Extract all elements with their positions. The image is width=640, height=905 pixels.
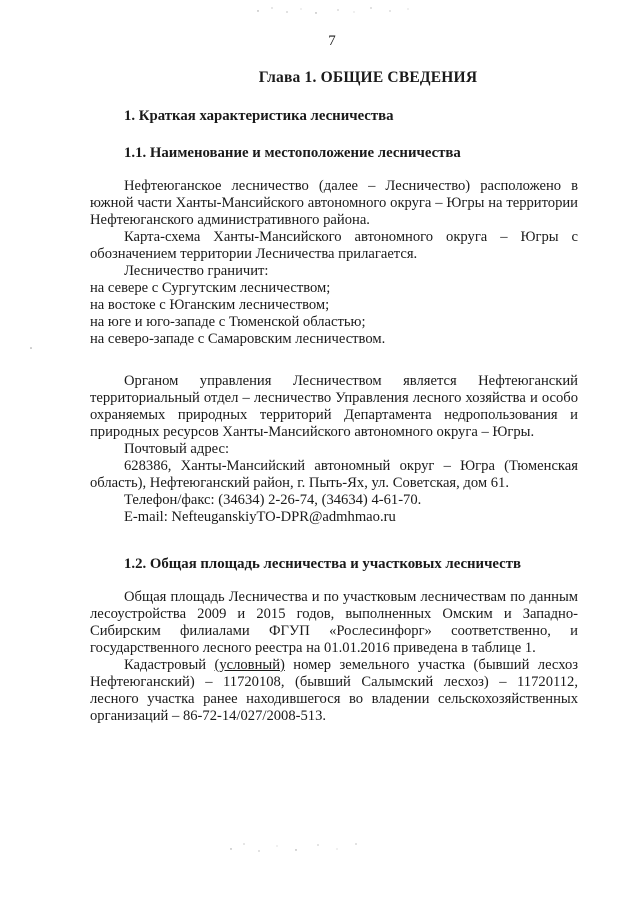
border-item-south: на юге и юго-западе с Тюменской областью; xyxy=(90,314,366,330)
paragraph-map: Карта-схема Ханты-Мансийского автономного округа – Югры с обозначением территории Лесничества прилагается. xyxy=(90,229,578,262)
scan-speck-margin xyxy=(28,345,34,351)
postal-address: 628386, Ханты-Мансийский автономный округ – Югра (Тюменская область), Нефтеюганский район, г. Пыть-Ях, ул. Советская, дом 61. xyxy=(90,458,578,491)
paragraph-area: Общая площадь Лесничества и по участковым лесничествам по данным лесоустройства 2009 и 2015 годов, выполненных Омским и Западно-Сибирским филиалами ФГУП «Рослесинфорг» соответственно, и государственного лесного реестра на 01.01.2016 приведена в таблице 1. xyxy=(90,589,578,656)
chapter-title: Глава 1. ОБЩИЕ СВЕДЕНИЯ xyxy=(258,69,478,86)
email-address: E-mail: NefteuganskiyTO-DPR@admhmao.ru xyxy=(124,509,396,525)
phone-fax: Телефон/факс: (34634) 2-26-74, (34634) 4-61-70. xyxy=(124,492,422,508)
paragraph-authority: Органом управления Лесничеством является Нефтеюганский территориальный отдел – лесничество Управления лесного хозяйства и особо охраняемых природных территорий Департамента недропользования и природных ресурсов Ханты-Мансийского автономного округа – Югры. xyxy=(90,373,578,440)
section-heading-1-2: 1.2. Общая площадь лесничества и участковых лесничеств xyxy=(124,556,522,572)
document-body xyxy=(90,108,578,725)
section-heading-1-1: 1.1. Наименование и местоположение лесничества xyxy=(124,145,461,161)
page-number: 7 xyxy=(328,33,336,49)
scan-specks-bottom xyxy=(225,835,375,855)
border-item-northwest: на северо-западе с Самаровским лесничеством. xyxy=(90,331,386,347)
postal-label: Почтовый адрес: xyxy=(124,441,230,457)
cadastral-text-end: номер земельного участка (бывший лесхоз Нефтеюганский) – 11720108, (бывший Салымский лесхоз) – 11720112, лесного участка ранее находившегося во владении сельскохозяйственных организаций – 86-72-14/027/2008-513. xyxy=(90,657,578,724)
border-item-north: на севере с Сургутским лесничеством; xyxy=(90,280,331,296)
border-item-east: на востоке с Юганским лесничеством; xyxy=(90,297,330,313)
cadastral-text-start: Кадастровый xyxy=(124,657,215,673)
cadastral-conditional-term: (условный) xyxy=(214,657,285,673)
section-heading-1: 1. Краткая характеристика лесничества xyxy=(124,108,394,124)
paragraph-location: Нефтеюганское лесничество (далее – Лесничество) расположено в южной части Ханты-Мансийского автономного округа – Югры на территории Нефтеюганского административного района. xyxy=(90,178,578,228)
borders-list xyxy=(90,280,578,348)
paragraph-cadastral xyxy=(90,657,578,725)
borders-intro: Лесничество граничит: xyxy=(124,263,269,279)
scan-specks-top xyxy=(250,2,420,16)
